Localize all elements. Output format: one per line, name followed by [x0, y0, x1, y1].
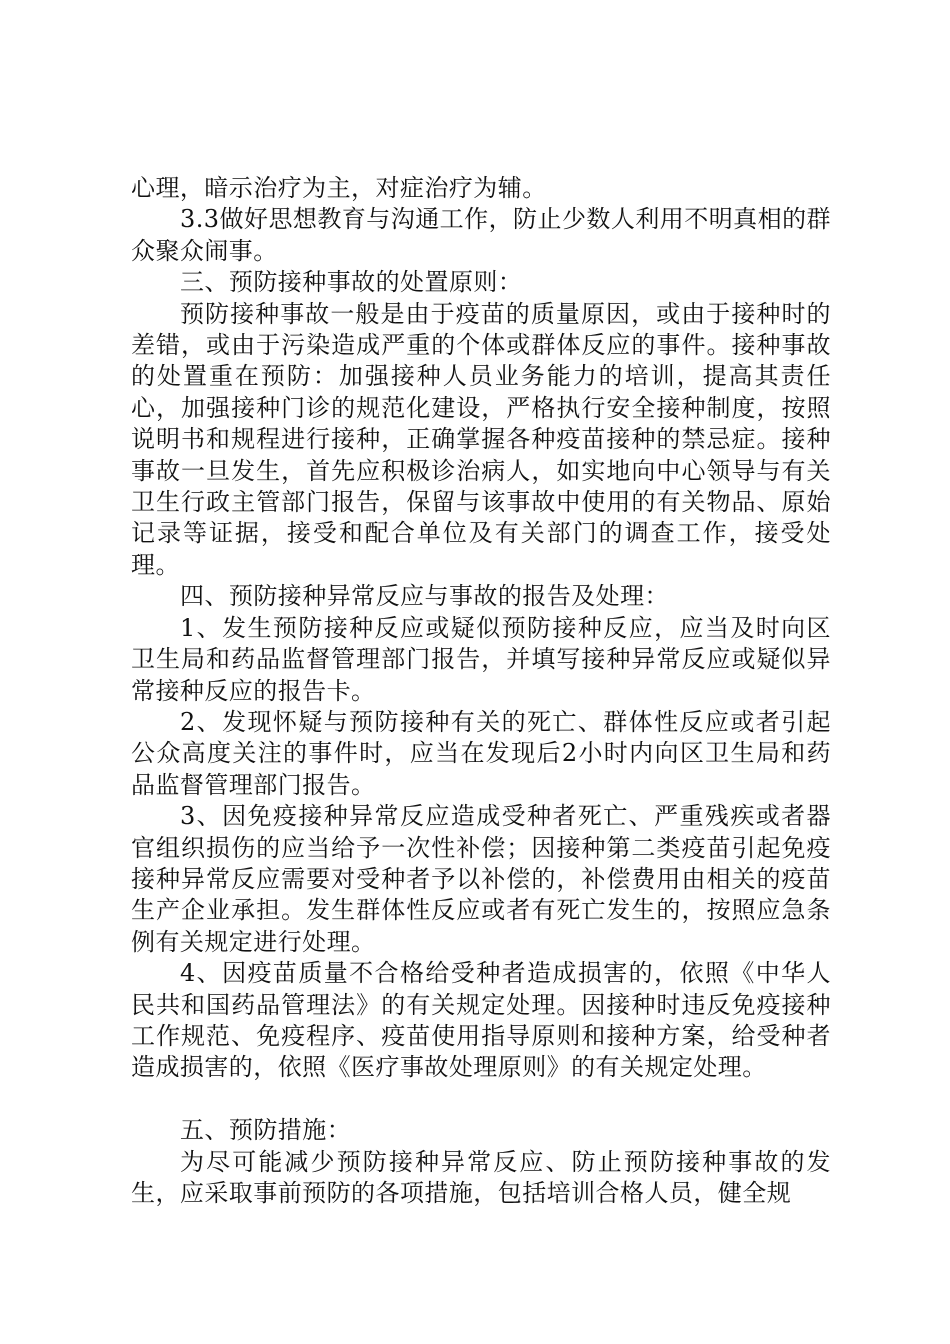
section-heading-5: 五、预防措施： — [180, 1116, 352, 1145]
paragraph-item-3: 3、因免疫接种异常反应造成受种者死亡、严重残疾或者器官组织损伤的应当给予一次性补偿；因接种第二类疫苗引起免疫接种异常反应需要对受种者予以补偿的，补偿费用由相关的疫苗生产企业承担。发生群体性反应或者有死亡发生的，按照应急条例有关规定进行处理。 — [131, 802, 831, 956]
blank-line — [131, 1084, 831, 1115]
paragraph-item-2: 2、发现怀疑与预防接种有关的死亡、群体性反应或者引起公众高度关注的事件时，应当在发现后2小时内向区卫生局和药品监督管理部门报告。 — [131, 707, 831, 799]
paragraph-4: 预防接种事故一般是由于疫苗的质量原因，或由于接种时的差错，或由于污染造成严重的个体或群体反应的事件。接种事故的处置重在预防：加强接种人员业务能力的培训，提高其责任心，加强接种门诊的规范化建设，严格执行安全接种制度，按照说明书和规程进行接种，正确掌握各种疫苗接种的禁忌症。接种事故一旦发生，首先应积极诊治病人，如实地向中心领导与有关卫生行政主管部门报告，保留与该事故中使用的有关物品、原始记录等证据，接受和配合单位及有关部门的调查工作，接受处理。 — [131, 299, 831, 579]
document-body — [131, 173, 831, 1209]
section-heading-4: 四、预防接种异常反应与事故的报告及处理： — [180, 582, 669, 611]
paragraph-item-4: 4、因疫苗质量不合格给受种者造成损害的，依照《中华人民共和国药品管理法》的有关规定处理。因接种时违反免疫接种工作规范、免疫程序、疫苗使用指导原则和接种方案，给受种者造成损害的，依照《医疗事故处理原则》的有关规定处理。 — [131, 959, 831, 1082]
paragraph-2: 3.3做好思想教育与沟通工作，防止少数人利用不明真相的群众聚众闹事。 — [131, 205, 831, 265]
paragraph-final: 为尽可能减少预防接种异常反应、防止预防接种事故的发生，应采取事前预防的各项措施，包括培训合格人员，健全规 — [131, 1147, 831, 1207]
section-heading-3: 三、预防接种事故的处置原则： — [180, 268, 523, 297]
paragraph-1: 心理，暗示治疗为主，对症治疗为辅。 — [131, 174, 547, 202]
paragraph-item-1: 1、发生预防接种反应或疑似预防接种反应，应当及时向区卫生局和药品监督管理部门报告，并填写接种异常反应或疑似异常接种反应的报告卡。 — [131, 613, 831, 705]
